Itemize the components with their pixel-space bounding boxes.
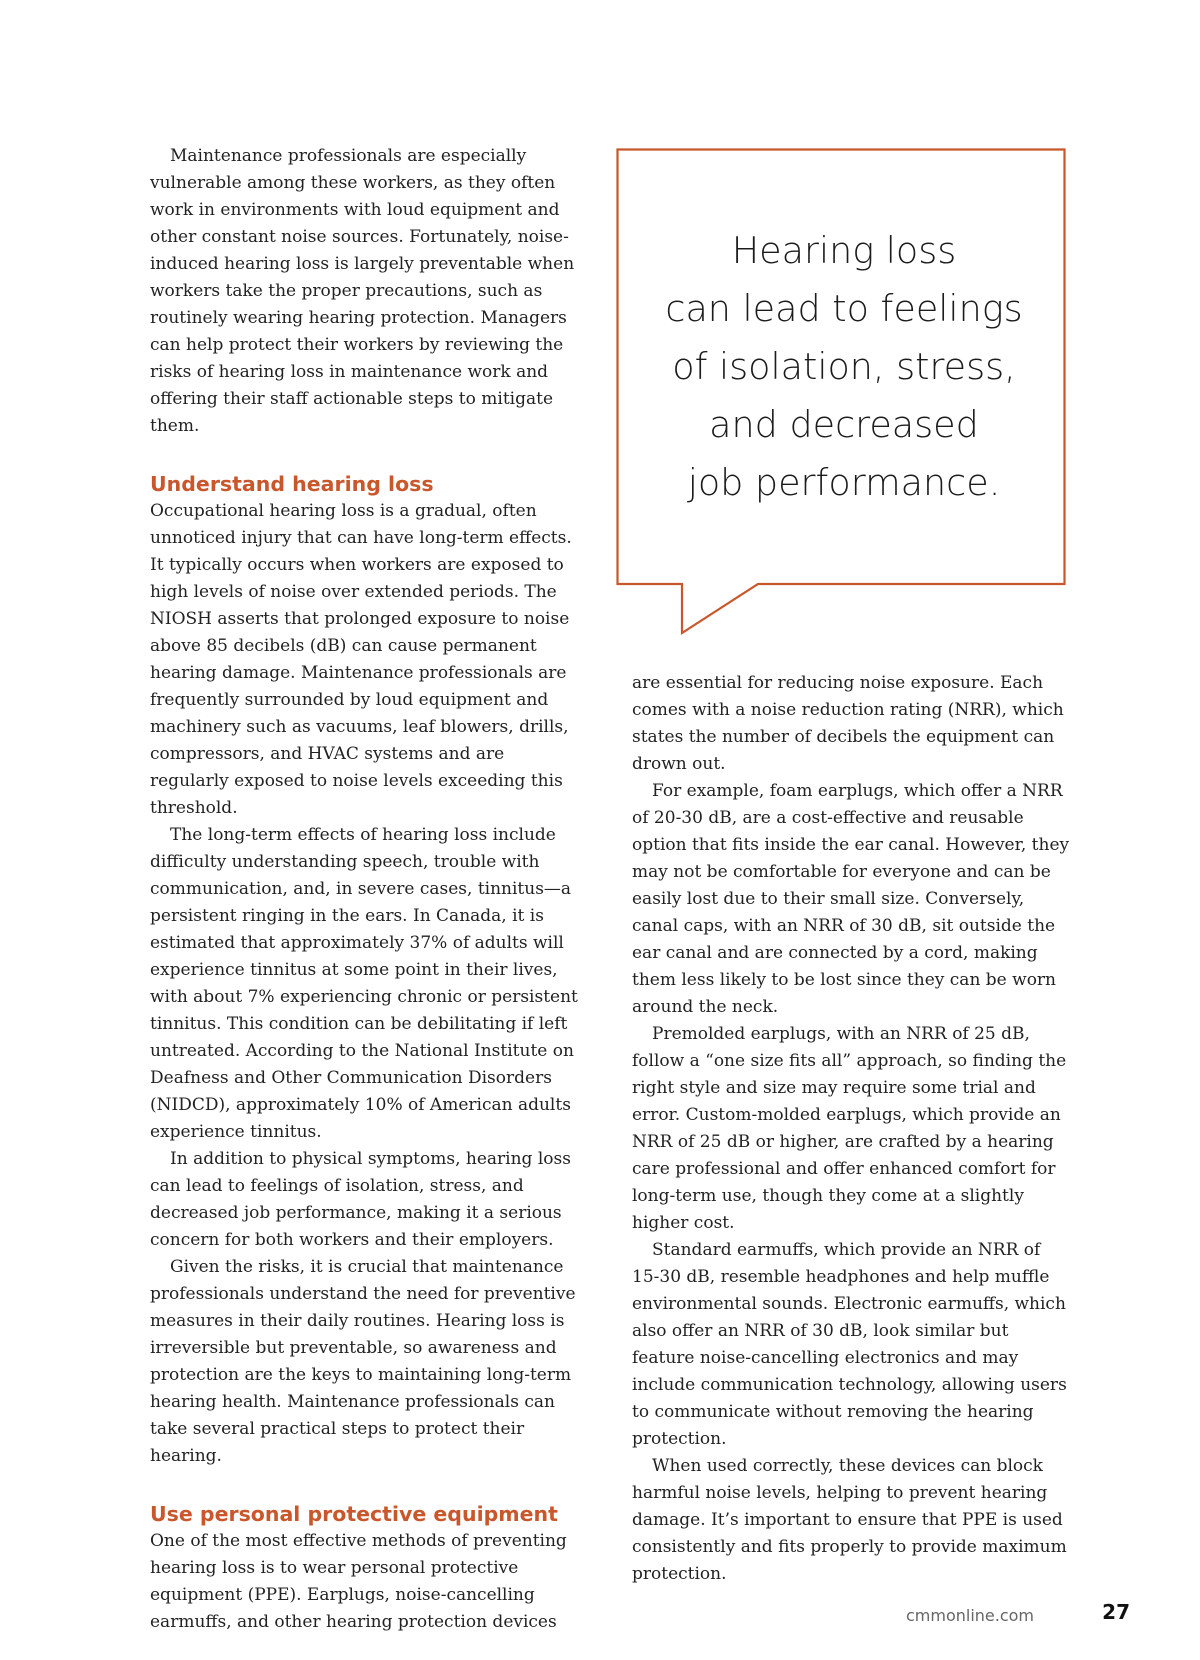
body-paragraph: One of the most effective methods of preventing hearing loss is to wear personal protective equipment (PPE). Earplugs, noise-cancelling earmuffs, and other hearing protection devices bbox=[150, 1531, 567, 1632]
left-column bbox=[150, 143, 580, 1636]
pull-quote-line: can lead to feelings bbox=[665, 287, 1023, 330]
intro-paragraph: Maintenance professionals are especially vulnerable among these workers, as they often work in environments with loud equipment and other constant noise sources. Fortunately, noise-induced hearing loss is largely preventable when workers take the proper precautions, such as routinely wearing hearing protection. Managers can help protect their workers by reviewing the risks of hearing loss in maintenance work and offering their staff actionable steps to mitigate them. bbox=[150, 146, 575, 436]
section-heading-understand-hearing-loss: Understand hearing loss bbox=[150, 472, 434, 496]
body-paragraph: are essential for reducing noise exposure. Each comes with a noise reduction rating (NRR), which states the number of decibels the equipment can drown out. bbox=[632, 673, 1064, 774]
body-paragraph: Given the risks, it is crucial that maintenance professionals understand the need for preventive measures in their daily routines. Hearing loss is irreversible but preventable, so awareness and protection are the keys to maintaining long-term hearing health. Maintenance professionals can take several practical steps to protect their hearing. bbox=[150, 1257, 576, 1466]
pull-quote-line: Hearing loss bbox=[731, 229, 957, 272]
page-number: 27 bbox=[1102, 1600, 1130, 1624]
pull-quote-line: and decreased bbox=[709, 403, 979, 446]
body-paragraph: When used correctly, these devices can block harmful noise levels, helping to prevent hearing damage. It’s important to ensure that PPE is used consistently and fits properly to provide maximum protection. bbox=[632, 1456, 1067, 1584]
body-paragraph: The long-term effects of hearing loss include difficulty understanding speech, trouble with communication, and, in severe cases, tinnitus—a persistent ringing in the ears. In Canada, it is estimated that approximately 37% of adults will experience tinnitus at some point in their lives, with about 7% experiencing chronic or persistent tinnitus. This condition can be debilitating if left untreated. According to the National Institute on Deafness and Other Communication Disorders (NIDCD), approximately 10% of American adults experience tinnitus. bbox=[150, 825, 578, 1142]
pull-quote bbox=[622, 222, 1066, 512]
right-column bbox=[632, 670, 1072, 1588]
pull-quote-line: of isolation, stress, bbox=[672, 345, 1016, 388]
body-paragraph: Standard earmuffs, which provide an NRR of 15-30 dB, resemble headphones and help muffle environmental sounds. Electronic earmuffs, which also offer an NRR of 30 dB, look similar but feature noise-cancelling electronics and may include communication technology, allowing users to communicate without removing the hearing protection. bbox=[632, 1240, 1067, 1449]
body-paragraph: In addition to physical symptoms, hearing loss can lead to feelings of isolation, stress, and decreased job performance, making it a serious concern for both workers and their employers. bbox=[150, 1149, 571, 1250]
pull-quote-line: job performance. bbox=[687, 461, 1001, 504]
body-paragraph: For example, foam earplugs, which offer a NRR of 20-30 dB, are a cost-effective and reusable option that fits inside the ear canal. However, they may not be comfortable for everyone and can be easily lost due to their small size. Conversely, canal caps, with an NRR of 30 dB, sit outside the ear canal and are connected by a cord, making them less likely to be lost since they can be worn around the neck. bbox=[632, 781, 1070, 1017]
footer-site-link[interactable]: cmmonline.com bbox=[905, 1606, 1034, 1625]
section-heading-use-ppe: Use personal protective equipment bbox=[150, 1502, 558, 1526]
body-paragraph: Occupational hearing loss is a gradual, often unnoticed injury that can have long-term effects. It typically occurs when workers are exposed to high levels of noise over extended periods. The NIOSH asserts that prolonged exposure to noise above 85 decibels (dB) can cause permanent hearing damage. Maintenance professionals are frequently surrounded by loud equipment and machinery such as vacuums, leaf blowers, drills, compressors, and HVAC systems and are regularly exposed to noise levels exceeding this threshold. bbox=[150, 501, 572, 818]
body-paragraph: Premolded earplugs, with an NRR of 25 dB, follow a “one size fits all” approach, so finding the right style and size may require some trial and error. Custom-molded earplugs, which provide an NRR of 25 dB or higher, are crafted by a hearing care professional and offer enhanced comfort for long-term use, though they come at a slightly higher cost. bbox=[632, 1024, 1067, 1233]
